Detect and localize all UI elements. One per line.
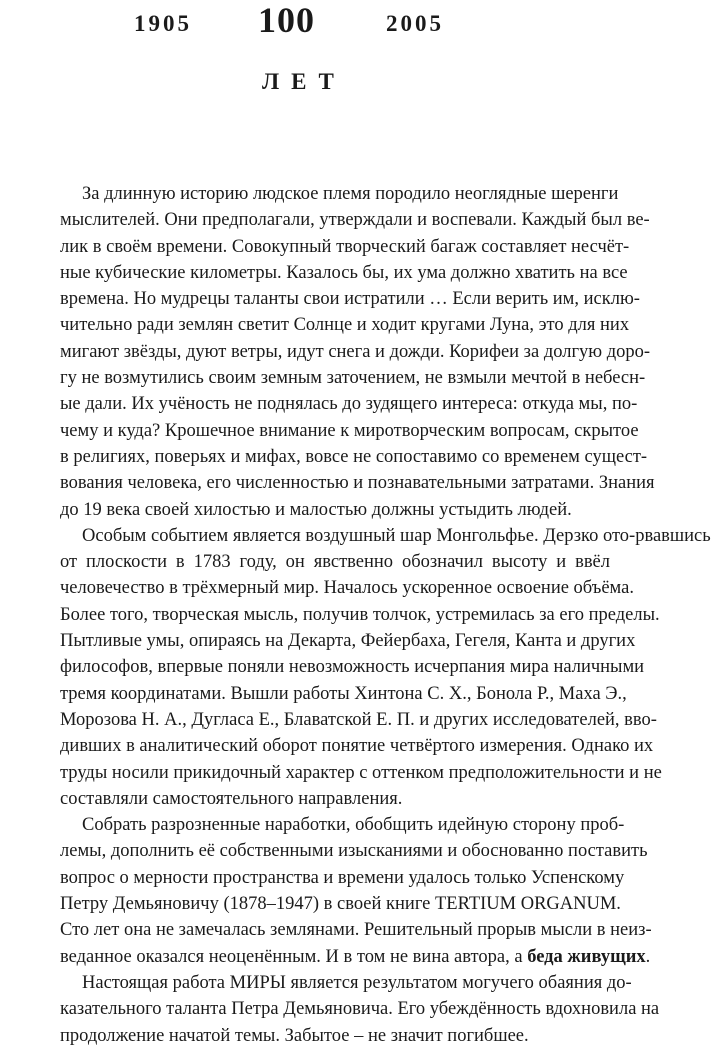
text-line: человечество в трёхмерный мир. Началось ускоренное освоение объёма. xyxy=(60,578,634,599)
text-line: лик в своём времени. Совокупный творческий багаж составляет несчёт- xyxy=(60,236,630,257)
text-run: веданное оказался неоценённым. И в том не вина автора, а xyxy=(60,946,528,967)
page-header xyxy=(0,2,620,48)
text-line: Морозова Н. А., Дугласа Е., Блаватской Е. П. и других исследователей, вво- xyxy=(60,709,657,730)
year-end: 2005 xyxy=(386,11,444,36)
paragraph-2 xyxy=(60,523,711,812)
text-line: чему и куда? Крошечное внимание к миротворческим вопросам, скрытое xyxy=(60,420,639,441)
paragraph-1 xyxy=(60,181,655,523)
body-text xyxy=(60,181,711,1049)
text-line: мыслителей. Они предполагали, утверждали и воспевали. Каждый был ве- xyxy=(60,210,650,231)
text-line: тремя координатами. Вышли работы Хинтона С. Х., Бонола Р., Маха Э., xyxy=(60,683,627,704)
text-line: в религиях, поверьях и мифах, вовсе не сопоставимо со временем сущест- xyxy=(60,446,648,467)
text-line: труды носили прикидочный характер с оттенком предположительности и не xyxy=(60,762,662,783)
text-line: вопрос о мерности пространства и времени удалось только Успенскому xyxy=(60,867,625,888)
text-line: философов, впервые поняли невозможность исчерпания мира наличными xyxy=(60,657,645,678)
text-line-mixed xyxy=(60,944,651,970)
year-start: 1905 xyxy=(134,11,192,36)
paragraph-4 xyxy=(60,970,660,1049)
text-line: дивших в аналитический оборот понятие четвёртого измерения. Однако их xyxy=(60,736,654,757)
text-line: мигают звёзды, дуют ветры, идут снега и дожди. Корифеи за долгую доро- xyxy=(60,341,651,362)
text-line: Настоящая работа МИРЫ является результатом могучего обаяния до- xyxy=(82,972,632,993)
text-line: Особым событием является воздушный шар Монгольфье. Дерзко ото-рвавшись xyxy=(82,525,711,546)
text-line: За длинную историю людское племя породило неоглядные шеренги xyxy=(82,184,619,204)
text-line: до 19 века своей хилостью и малостью должны устыдить людей. xyxy=(60,499,572,520)
text-line: лемы, дополнить её собственными изысканиями и обоснованно поставить xyxy=(60,841,648,862)
text-line: казательного таланта Петра Демьяновича. Его убеждённость вдохновила на xyxy=(60,999,660,1020)
text-line: времена. Но мудрецы таланты свои истратили … Если верить им, исклю- xyxy=(60,289,640,310)
text-line: составляли самостоятельного направления. xyxy=(60,788,403,809)
hundred-title: 100 xyxy=(258,0,315,40)
text-line: вования человека, его численностью и познавательными затратами. Знания xyxy=(60,473,655,494)
text-line: от плоскости в 1783 году, он явственно обозначил высоту и ввёл xyxy=(60,552,610,573)
emphasis-text: беда живущих xyxy=(527,946,646,967)
text-line: чительно ради землян светит Солнце и ходит кругами Луна, это для них xyxy=(60,315,630,336)
text-line: продолжение начатой темы. Забытое – не значит погибшее. xyxy=(60,1025,529,1046)
text-line: Пытливые умы, опираясь на Декарта, Фейербаха, Гегеля, Канта и других xyxy=(60,631,636,652)
years-word: ЛЕТ xyxy=(262,69,346,94)
text-line: ые дали. Их учёность не поднялась до зудящего интереса: откуда мы, по- xyxy=(60,394,638,415)
text-line: Собрать разрозненные наработки, обобщить идейную сторону проб- xyxy=(82,815,625,836)
text-line: Сто лет она не замечалась землянами. Решительный прорыв мысли в неиз- xyxy=(60,920,652,941)
text-line: гу не возмутились своим земным заточением, не взмыли мечтой в небесн- xyxy=(60,368,646,389)
text-line: ные кубические километры. Казалось бы, их ума должно хватить на все xyxy=(60,262,628,283)
text-line: Петру Демьяновичу (1878–1947) в своей книге TERTIUM ORGANUM. xyxy=(60,894,621,915)
text-line: Более того, творческая мысль, получив толчок, устремилась за его пределы. xyxy=(60,604,660,625)
paragraph-3 xyxy=(60,812,652,970)
text-run: . xyxy=(645,946,651,967)
